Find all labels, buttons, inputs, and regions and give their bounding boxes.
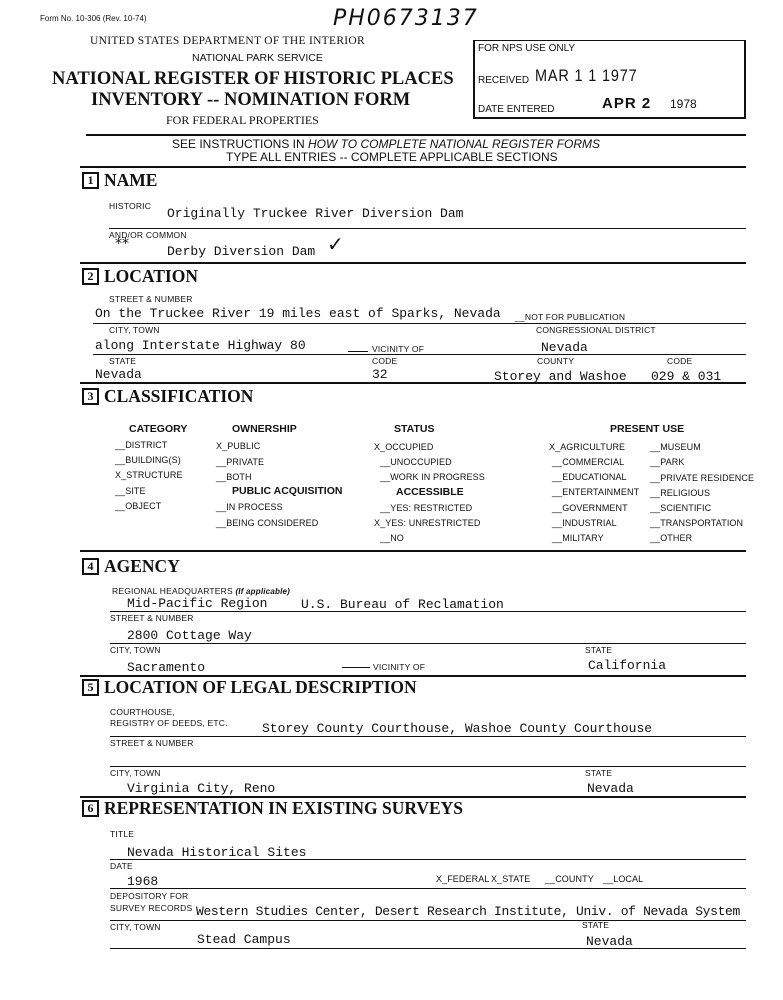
accessible-option[interactable]: X_YES: UNRESTRICTED [374, 518, 481, 528]
present-use-option[interactable]: __OTHER [650, 533, 693, 543]
category-option[interactable]: __DISTRICT [115, 440, 168, 450]
regional-rule [110, 611, 746, 612]
instructions-line1 [172, 137, 600, 151]
department-name: UNITED STATES DEPARTMENT OF THE INTERIOR [90, 35, 366, 47]
received-stamp: MAR 1 1 1977 [535, 66, 638, 85]
courthouse-rule [110, 736, 746, 737]
section-3-number: 3 [82, 388, 99, 405]
section-1-title: NAME [104, 170, 158, 190]
legal-city-label: CITY, TOWN [110, 768, 161, 778]
ownership-option[interactable]: __BOTH [216, 472, 252, 482]
survey-state-value: Nevada [586, 934, 633, 949]
county-code-label: CODE [667, 356, 693, 366]
agency-street-value: 2800 Cottage Way [127, 628, 252, 643]
vicinity-blank [348, 351, 368, 352]
section-2-number: 2 [82, 268, 99, 285]
date-entered-year: 1978 [670, 97, 697, 111]
survey-level-option[interactable]: X_STATE [491, 874, 531, 884]
nps-use-box [473, 40, 746, 119]
section-3-heading [82, 386, 253, 407]
registry-label: REGISTRY OF DEEDS, ETC. [110, 718, 228, 728]
present-use-header: PRESENT USE [610, 423, 685, 435]
legal-state-value: Nevada [587, 781, 634, 796]
present-use-option[interactable]: __PARK [650, 457, 685, 467]
section-3-rule [80, 382, 746, 384]
section-5-title: LOCATION OF LEGAL DESCRIPTION [104, 677, 417, 697]
agency-state-label: STATE [585, 645, 613, 655]
section-3-title: CLASSIFICATION [104, 386, 254, 406]
accessible-header: ACCESSIBLE [396, 486, 464, 498]
status-option[interactable]: __UNOCCUPIED [380, 457, 452, 467]
agency-street-rule [110, 643, 746, 644]
instructions-text: SEE INSTRUCTIONS IN [172, 137, 309, 151]
survey-date-label: DATE [110, 861, 133, 871]
present-use-option[interactable]: __ENTERTAINMENT [552, 487, 640, 497]
date-entered-stamp: APR 2 [602, 95, 652, 112]
county-value: Storey and Washoe [494, 369, 627, 384]
handwritten-id: PH0673137 [333, 6, 479, 31]
courthouse-label: COURTHOUSE, [110, 707, 175, 717]
survey-city-label: CITY, TOWN [110, 922, 161, 932]
present-use-option[interactable]: __GOVERNMENT [552, 503, 628, 513]
status-option[interactable]: X_OCCUPIED [374, 442, 434, 452]
regional-agency-value: U.S. Bureau of Reclamation [301, 597, 504, 612]
state-label: STATE [109, 356, 137, 366]
survey-date-rule [110, 888, 746, 889]
instructions-line2: TYPE ALL ENTRIES -- COMPLETE APPLICABLE SECTIONS [226, 150, 558, 164]
nps-box-header: FOR NPS USE ONLY [478, 43, 576, 54]
regional-hq-label-text: REGIONAL HEADQUARTERS [112, 586, 233, 596]
survey-title-label: TITLE [110, 829, 135, 839]
vicinity-label: VICINITY OF [372, 344, 425, 354]
agency-vicinity-blank [342, 667, 370, 668]
present-use-option[interactable]: __TRANSPORTATION [650, 518, 744, 528]
agency-city-label: CITY, TOWN [110, 645, 161, 655]
present-use-option[interactable]: __INDUSTRIAL [552, 518, 617, 528]
code-label: CODE [372, 356, 398, 366]
section-4-number: 4 [82, 558, 99, 575]
section-5-number: 5 [82, 679, 99, 696]
congressional-district-value: Nevada [541, 340, 588, 355]
survey-title-value: Nevada Historical Sites [127, 845, 307, 860]
ownership-option[interactable]: __PRIVATE [216, 457, 265, 467]
form-title-line1: NATIONAL REGISTER OF HISTORIC PLACES [52, 69, 454, 89]
survey-level-option[interactable]: __COUNTY [545, 874, 594, 884]
section-6-heading [82, 798, 463, 819]
ownership-option[interactable]: X_PUBLIC [216, 441, 261, 451]
state-code-value: 32 [372, 367, 388, 382]
section-1-rule [80, 166, 746, 168]
present-use-option[interactable]: __SCIENTIFIC [650, 503, 712, 513]
public-acquisition-option[interactable]: __IN PROCESS [216, 502, 283, 512]
section-6-number: 6 [82, 800, 99, 817]
legal-street-rule [110, 766, 746, 767]
section-1-number: 1 [82, 172, 99, 189]
street-label: STREET & NUMBER [109, 294, 193, 304]
category-option[interactable]: X_STRUCTURE [115, 470, 183, 480]
form-title-line3: FOR FEDERAL PROPERTIES [166, 113, 319, 127]
courthouse-value: Storey County Courthouse, Washoe County Courthouse [262, 721, 653, 736]
service-name: NATIONAL PARK SERVICE [192, 52, 323, 64]
received-label: RECEIVED [478, 75, 530, 86]
county-code-value: 029 & 031 [651, 369, 722, 384]
survey-state-label: STATE [582, 920, 610, 930]
ownership-header: OWNERSHIP [232, 423, 297, 435]
legal-state-label: STATE [585, 768, 613, 778]
section-4-rule [80, 550, 746, 552]
section-4-title: AGENCY [104, 556, 180, 576]
survey-records-label: SURVEY RECORDS [110, 903, 193, 913]
form-number: Form No. 10-306 (Rev. 10-74) [40, 14, 147, 23]
regional-hq-label [112, 586, 290, 596]
survey-city-rule [110, 948, 746, 949]
present-use-option[interactable]: __COMMERCIAL [552, 457, 625, 467]
congressional-district-label: CONGRESSIONAL DISTRICT [536, 325, 656, 335]
county-label: COUNTY [537, 356, 575, 366]
legal-street-label: STREET & NUMBER [110, 738, 194, 748]
form-title-line2: INVENTORY -- NOMINATION FORM [91, 90, 411, 110]
common-label: AND/OR COMMON [109, 230, 187, 240]
regional-hq-value: Mid-Pacific Region [127, 596, 268, 611]
present-use-option[interactable]: __PRIVATE RESIDENCE [650, 473, 755, 483]
present-use-option[interactable]: __MILITARY [552, 533, 604, 543]
date-entered-label: DATE ENTERED [478, 104, 555, 115]
state-value: Nevada [95, 367, 142, 382]
section-4-heading [82, 556, 180, 577]
city-label: CITY, TOWN [109, 325, 160, 335]
present-use-option[interactable]: __EDUCATIONAL [552, 472, 627, 482]
category-option[interactable]: __SITE [115, 486, 146, 496]
survey-date-value: 1968 [127, 874, 159, 889]
city-value: along Interstate Highway 80 [95, 338, 306, 353]
instructions-top-rule [86, 134, 746, 136]
instructions-form-title: HOW TO COMPLETE NATIONAL REGISTER FORMS [308, 137, 601, 151]
check-mark-icon: ✓ [327, 232, 344, 256]
not-for-publication: __NOT FOR PUBLICATION [515, 312, 626, 322]
survey-level-option[interactable]: X_FEDERAL [436, 874, 490, 884]
agency-street-label: STREET & NUMBER [110, 613, 194, 623]
section-2-rule [80, 262, 746, 264]
depository-rule [110, 920, 746, 921]
accessible-option[interactable]: __YES: RESTRICTED [380, 503, 473, 513]
category-option[interactable]: __BUILDING(S) [115, 455, 181, 465]
city-rule [93, 354, 746, 355]
survey-city-value: Stead Campus [197, 932, 291, 947]
section-1-heading [82, 170, 157, 191]
section-2-title: LOCATION [104, 266, 198, 286]
present-use-option[interactable]: X_AGRICULTURE [549, 442, 626, 452]
section-2-heading [82, 266, 198, 287]
common-handwritten-mark: ** [115, 236, 129, 252]
present-use-option[interactable]: __RELIGIOUS [650, 488, 711, 498]
historic-rule [109, 228, 746, 229]
status-option[interactable]: __WORK IN PROGRESS [380, 472, 485, 482]
status-header: STATUS [394, 423, 435, 435]
present-use-option[interactable]: __MUSEUM [650, 442, 701, 452]
category-header: CATEGORY [129, 423, 188, 435]
survey-level-option[interactable]: __LOCAL [603, 874, 644, 884]
depository-value: Western Studies Center, Desert Research Institute, Univ. of Nevada System [196, 904, 740, 919]
historic-label: HISTORIC [109, 201, 152, 211]
regional-hq-note: (If applicable) [235, 587, 290, 596]
common-name-value: Derby Diversion Dam [167, 244, 316, 259]
public-acquisition-header: PUBLIC ACQUISITION [232, 485, 343, 497]
section-6-title: REPRESENTATION IN EXISTING SURVEYS [104, 798, 464, 818]
agency-vicinity-label: VICINITY OF [373, 662, 426, 672]
legal-city-value: Virginia City, Reno [127, 781, 276, 796]
historic-name-value: Originally Truckee River Diversion Dam [167, 206, 464, 221]
agency-city-value: Sacramento [127, 660, 206, 675]
survey-title-rule [110, 859, 746, 860]
depository-label: DEPOSITORY FOR [110, 891, 189, 901]
section-5-heading [82, 677, 417, 698]
street-value: On the Truckee River 19 miles east of Sparks, Nevada [95, 306, 501, 321]
accessible-option[interactable]: __NO [380, 533, 404, 543]
category-option[interactable]: __OBJECT [115, 501, 162, 511]
agency-state-value: California [588, 658, 667, 673]
street-rule [93, 323, 746, 324]
public-acquisition-option[interactable]: __BEING CONSIDERED [216, 518, 319, 528]
